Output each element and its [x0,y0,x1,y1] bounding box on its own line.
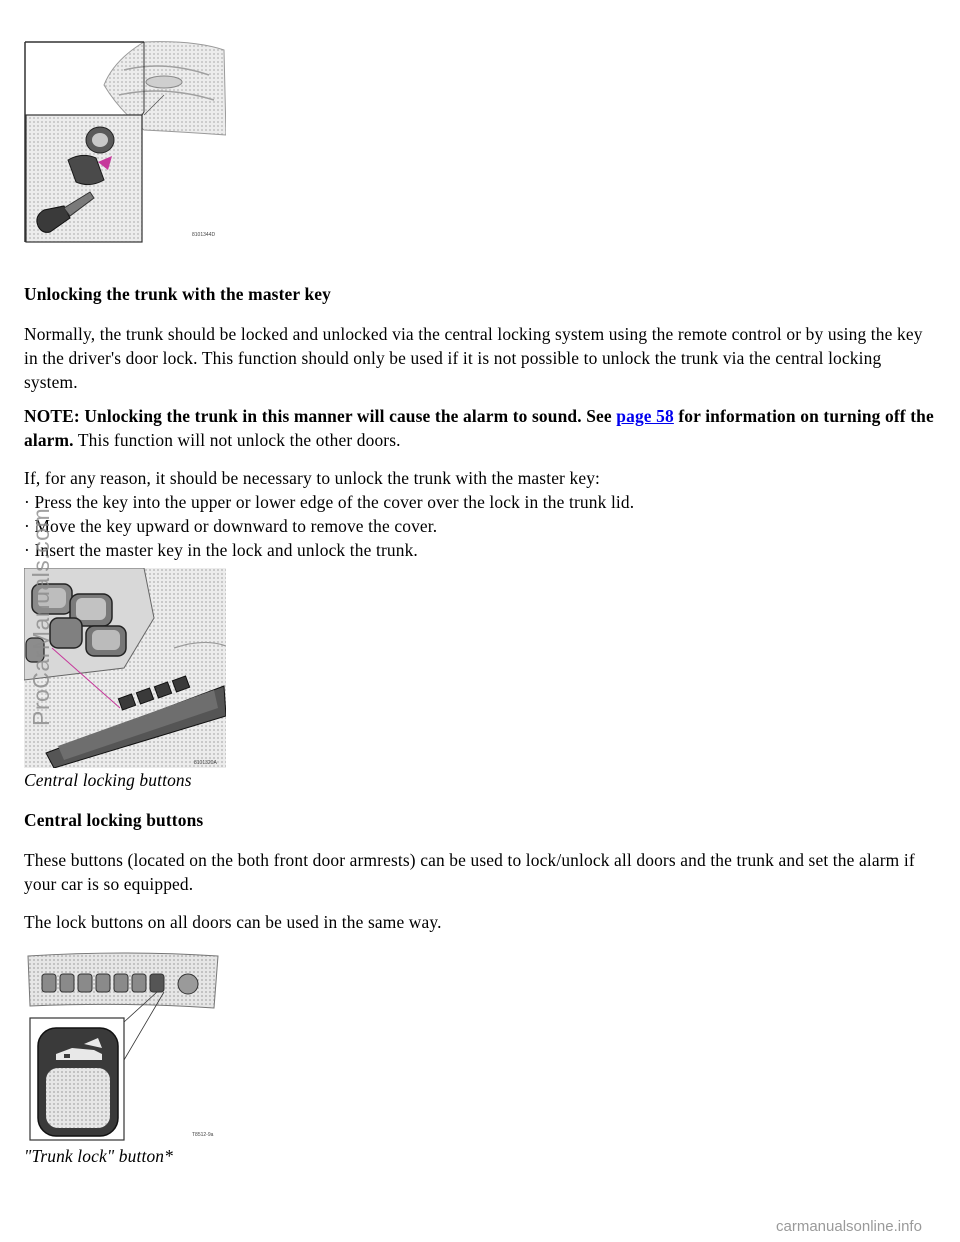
figure-code: 8101344D [192,232,216,238]
page-58-link[interactable]: page 58 [616,406,674,426]
steps-intro: If, for any reason, it should be necessary to unlock the trunk with the master key: [24,468,601,488]
paragraph-buttons-description: These buttons (located on the both front door armrests) can be used to lock/unlock all doors and the trunk and set the alarm if your car is so equipped. [24,850,915,894]
note-text-start: NOTE: Unlocking the trunk in this manner will cause the alarm to sound. See [24,406,617,426]
paragraph-normal-operation: Normally, the trunk should be locked and unlocked via the central locking system using the remote control or by using the key in the driver's door lock. This function should only be used if it is not possible to unlock the trunk via the central locking system. [24,324,923,392]
note-paragraph [24,404,936,452]
trunk-lock-illustration [24,40,226,243]
paragraph-lock-buttons: The lock buttons on all doors can be used in the same way. [24,912,442,932]
section-heading-master-key: Unlocking the trunk with the master key [24,284,331,304]
steps-block [24,466,936,562]
bottom-watermark: carmanualsonline.info [776,1218,922,1235]
caption-central-locking: Central locking buttons [24,770,192,790]
figure-code: 8101320A [194,760,217,766]
figure-code: T8512-9a [192,1132,214,1138]
section-heading-central-locking: Central locking buttons [24,810,204,830]
note-tail: This function will not unlock the other doors. [73,430,401,450]
trunk-lock-button-illustration [24,950,220,1142]
side-watermark: ProCarManuals.com [28,507,54,726]
step-item: · Insert the master key in the lock and unlock the trunk. [24,540,418,560]
step-item: · Move the key upward or downward to remove the cover. [24,516,438,536]
caption-trunk-lock-button: "Trunk lock" button* [24,1146,173,1166]
step-item: · Press the key into the upper or lower edge of the cover over the lock in the trunk lid. [24,492,635,512]
note-text-end: for information on turning off the alarm. [24,406,934,450]
